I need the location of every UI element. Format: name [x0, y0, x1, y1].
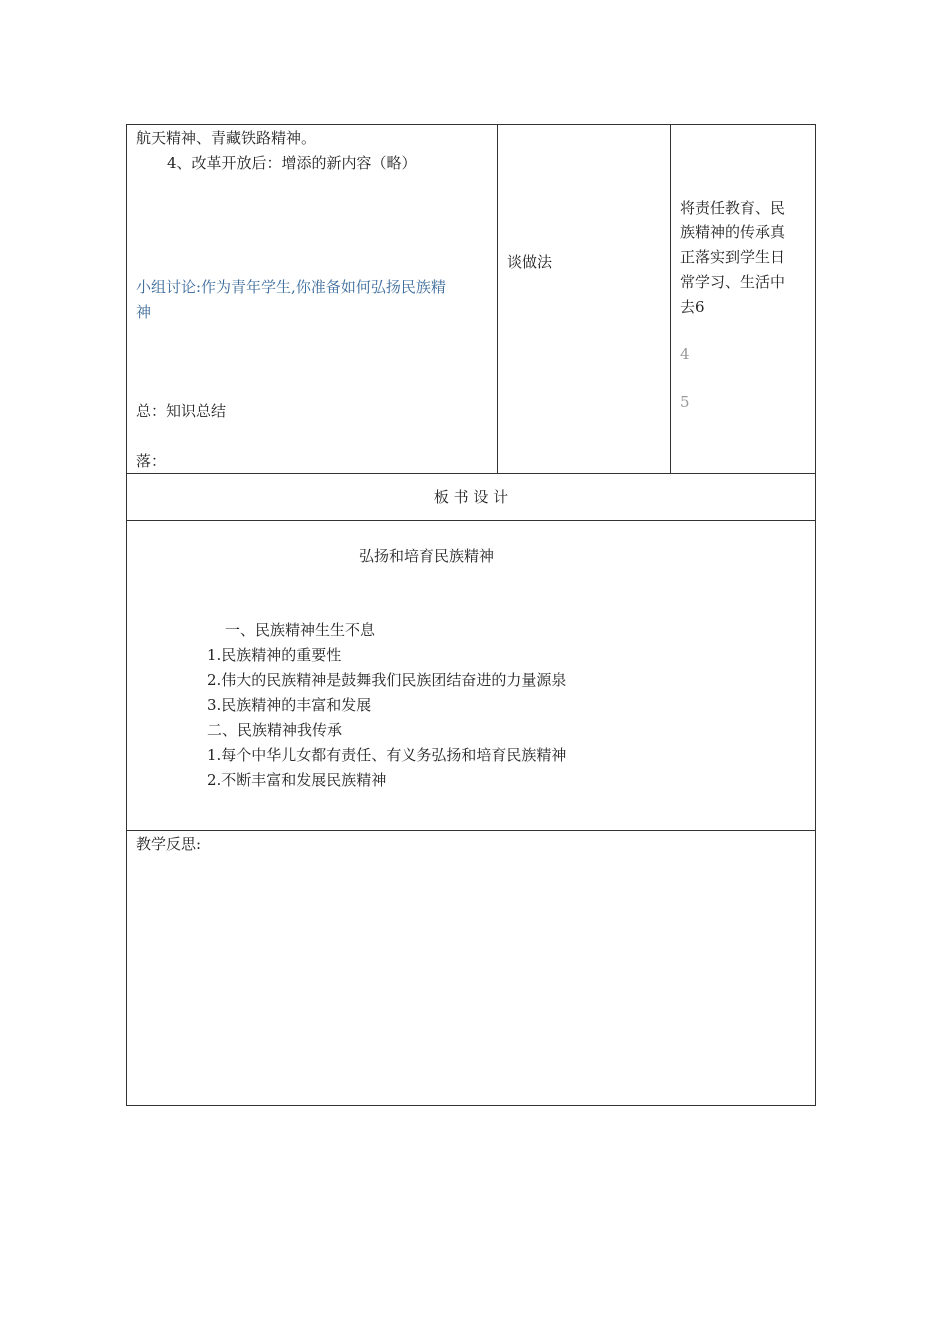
discussion-line-2: 神 [136, 303, 152, 321]
intent-line-3: 正落实到学生日 [680, 248, 786, 266]
implement-line: 落： [136, 452, 167, 470]
column-divider-2 [670, 124, 671, 474]
board-line-4: 3.民族精神的丰富和发展 [207, 696, 372, 714]
intent-line-4: 常学习、生活中 [680, 273, 786, 291]
method-cell: 谈做法 [507, 253, 553, 271]
board-line-7: 2.不断丰富和发展民族精神 [207, 771, 387, 789]
summary-line: 总：知识总结 [136, 402, 227, 420]
column-divider-1 [497, 124, 498, 474]
content-line-2: 4、改革开放后：增添的新内容（略） [167, 154, 417, 172]
board-line-3: 2.伟大的民族精神是鼓舞我们民族团结奋进的力量源泉 [207, 671, 567, 689]
board-line-2: 1.民族精神的重要性 [207, 646, 342, 664]
board-line-1: 一、民族精神生生不息 [225, 621, 376, 639]
intent-line-1: 将责任教育、民 [680, 199, 786, 217]
content-line-1: 航天精神、青藏铁路精神。 [136, 129, 317, 147]
board-line-5: 二、民族精神我传承 [207, 721, 343, 739]
reflection-label: 教学反思: [136, 835, 202, 853]
board-design-header: 板 书 设 计 [433, 488, 509, 506]
row-divider-1 [126, 473, 816, 474]
board-title: 弘扬和培育民族精神 [359, 547, 495, 565]
board-line-6: 1.每个中华儿女都有责任、有义务弘扬和培育民族精神 [207, 746, 567, 764]
discussion-line-1: 小组讨论:作为青年学生,你准备如何弘扬民族精 [136, 278, 446, 296]
row-divider-2 [126, 520, 816, 521]
row-divider-3 [126, 830, 816, 831]
intent-line-2: 族精神的传承真 [680, 223, 786, 241]
number-5: 5 [680, 393, 690, 411]
intent-line-5: 去6 [680, 298, 705, 316]
number-4: 4 [680, 345, 690, 363]
